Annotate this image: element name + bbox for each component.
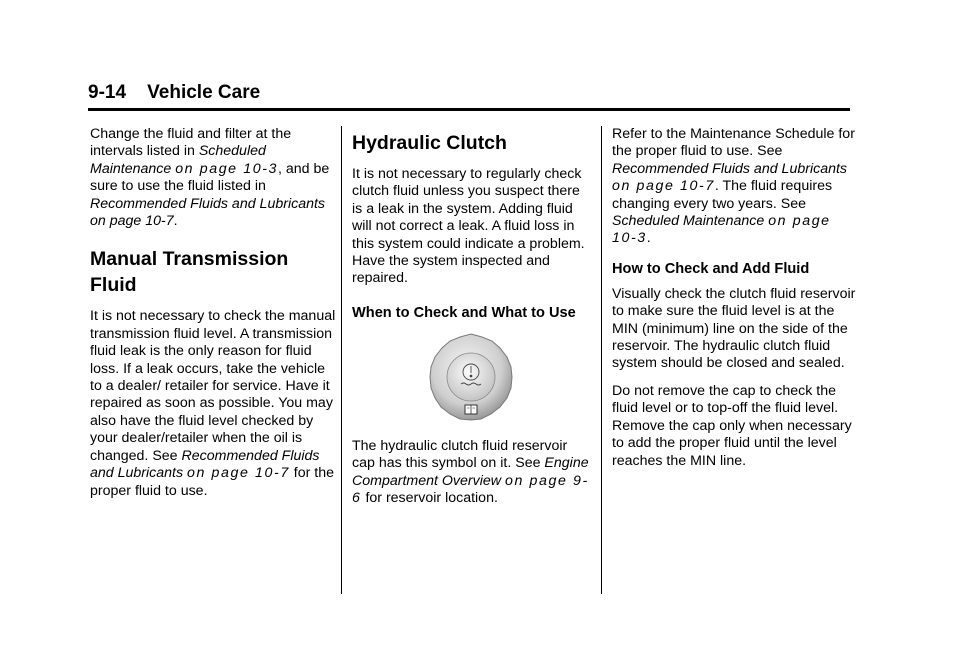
cross-reference-link[interactable]: Engine Compartment Overview on page 9-6 [352, 455, 589, 507]
column-divider [601, 126, 602, 594]
body-paragraph: The hydraulic clutch fluid reservoir cap has this symbol on it. See Engine Compartment Overview on page 9-6 for reservoir location. [352, 437, 589, 507]
page-header [88, 80, 850, 111]
cross-reference-link[interactable]: Scheduled Maintenance on page 10-3 [90, 143, 279, 177]
body-paragraph: It is not necessary to regularly check clutch fluid unless you suspect there is a leak in the system. Adding fluid will not correct a leak. A fluid loss in this system could indicate a problem. Have the system inspected and repaired. [352, 166, 585, 287]
subsection-heading: How to Check and Add Fluid [612, 260, 810, 277]
column-3 [612, 126, 860, 480]
body-paragraph: Do not remove the cap to check the fluid level or to top-off the fluid level. Remove the cap only when necessary to add the proper fluid until the level reaches the MIN line. [612, 382, 852, 469]
section-heading: Hydraulic Clutch [352, 132, 507, 154]
column-1 [90, 126, 336, 510]
body-paragraph: Visually check the clutch fluid reservoir to make sure the fluid level is at the MIN (minimum) line on the side of the reservoir. The hydraulic clutch fluid system should be closed and sealed. [612, 285, 856, 372]
cross-reference-link[interactable]: Recommended Fluids and Lubricants on page 10-7 [90, 447, 320, 482]
body-paragraph: It is not necessary to check the manual transmission fluid level. A transmission fluid leak is the only reason for fluid loss. If a leak occurs, take the vehicle to a dealer/ retailer for service. Have it repaired as soon as possible. You may also have the fluid level checked by your dealer/retailer when the oil is changed. See Recommended Fluids and Lubricants on page 10-7 for the proper fluid to use. [90, 308, 336, 499]
body-paragraph: Refer to the Maintenance Schedule for the proper fluid to use. See Recommended Fluids and Lubricants on page 10-7. The fluid requires changing every two years. See Scheduled Maintenance on page 10-3. [612, 126, 855, 247]
column-divider [341, 126, 342, 594]
cross-reference-link[interactable]: Recommended Fluids and Lubricants on page 10-7 [90, 195, 326, 230]
section-title: Vehicle Care [147, 82, 261, 103]
section-heading: Manual Transmission Fluid [90, 248, 289, 297]
clutch-fluid-cap-figure [352, 330, 590, 430]
clutch-fluid-cap-icon [428, 332, 514, 422]
cross-reference-link[interactable]: Scheduled Maintenance on page 10-3 [612, 213, 831, 247]
subsection-heading: When to Check and What to Use [352, 304, 576, 321]
cross-reference-link[interactable]: Recommended Fluids and Lubricants on page 10-7 [612, 160, 848, 195]
page-number: 9-14 [88, 82, 127, 103]
intro-paragraph: Change the fluid and filter at the intervals listed in Scheduled Maintenance on page 10-3, and be sure to use the fluid listed in Recommended Fluids and Lubricants on page 10-7. [90, 126, 330, 230]
header-rule [88, 108, 850, 111]
owner-manual-icon [465, 405, 477, 414]
column-2 [352, 126, 590, 517]
